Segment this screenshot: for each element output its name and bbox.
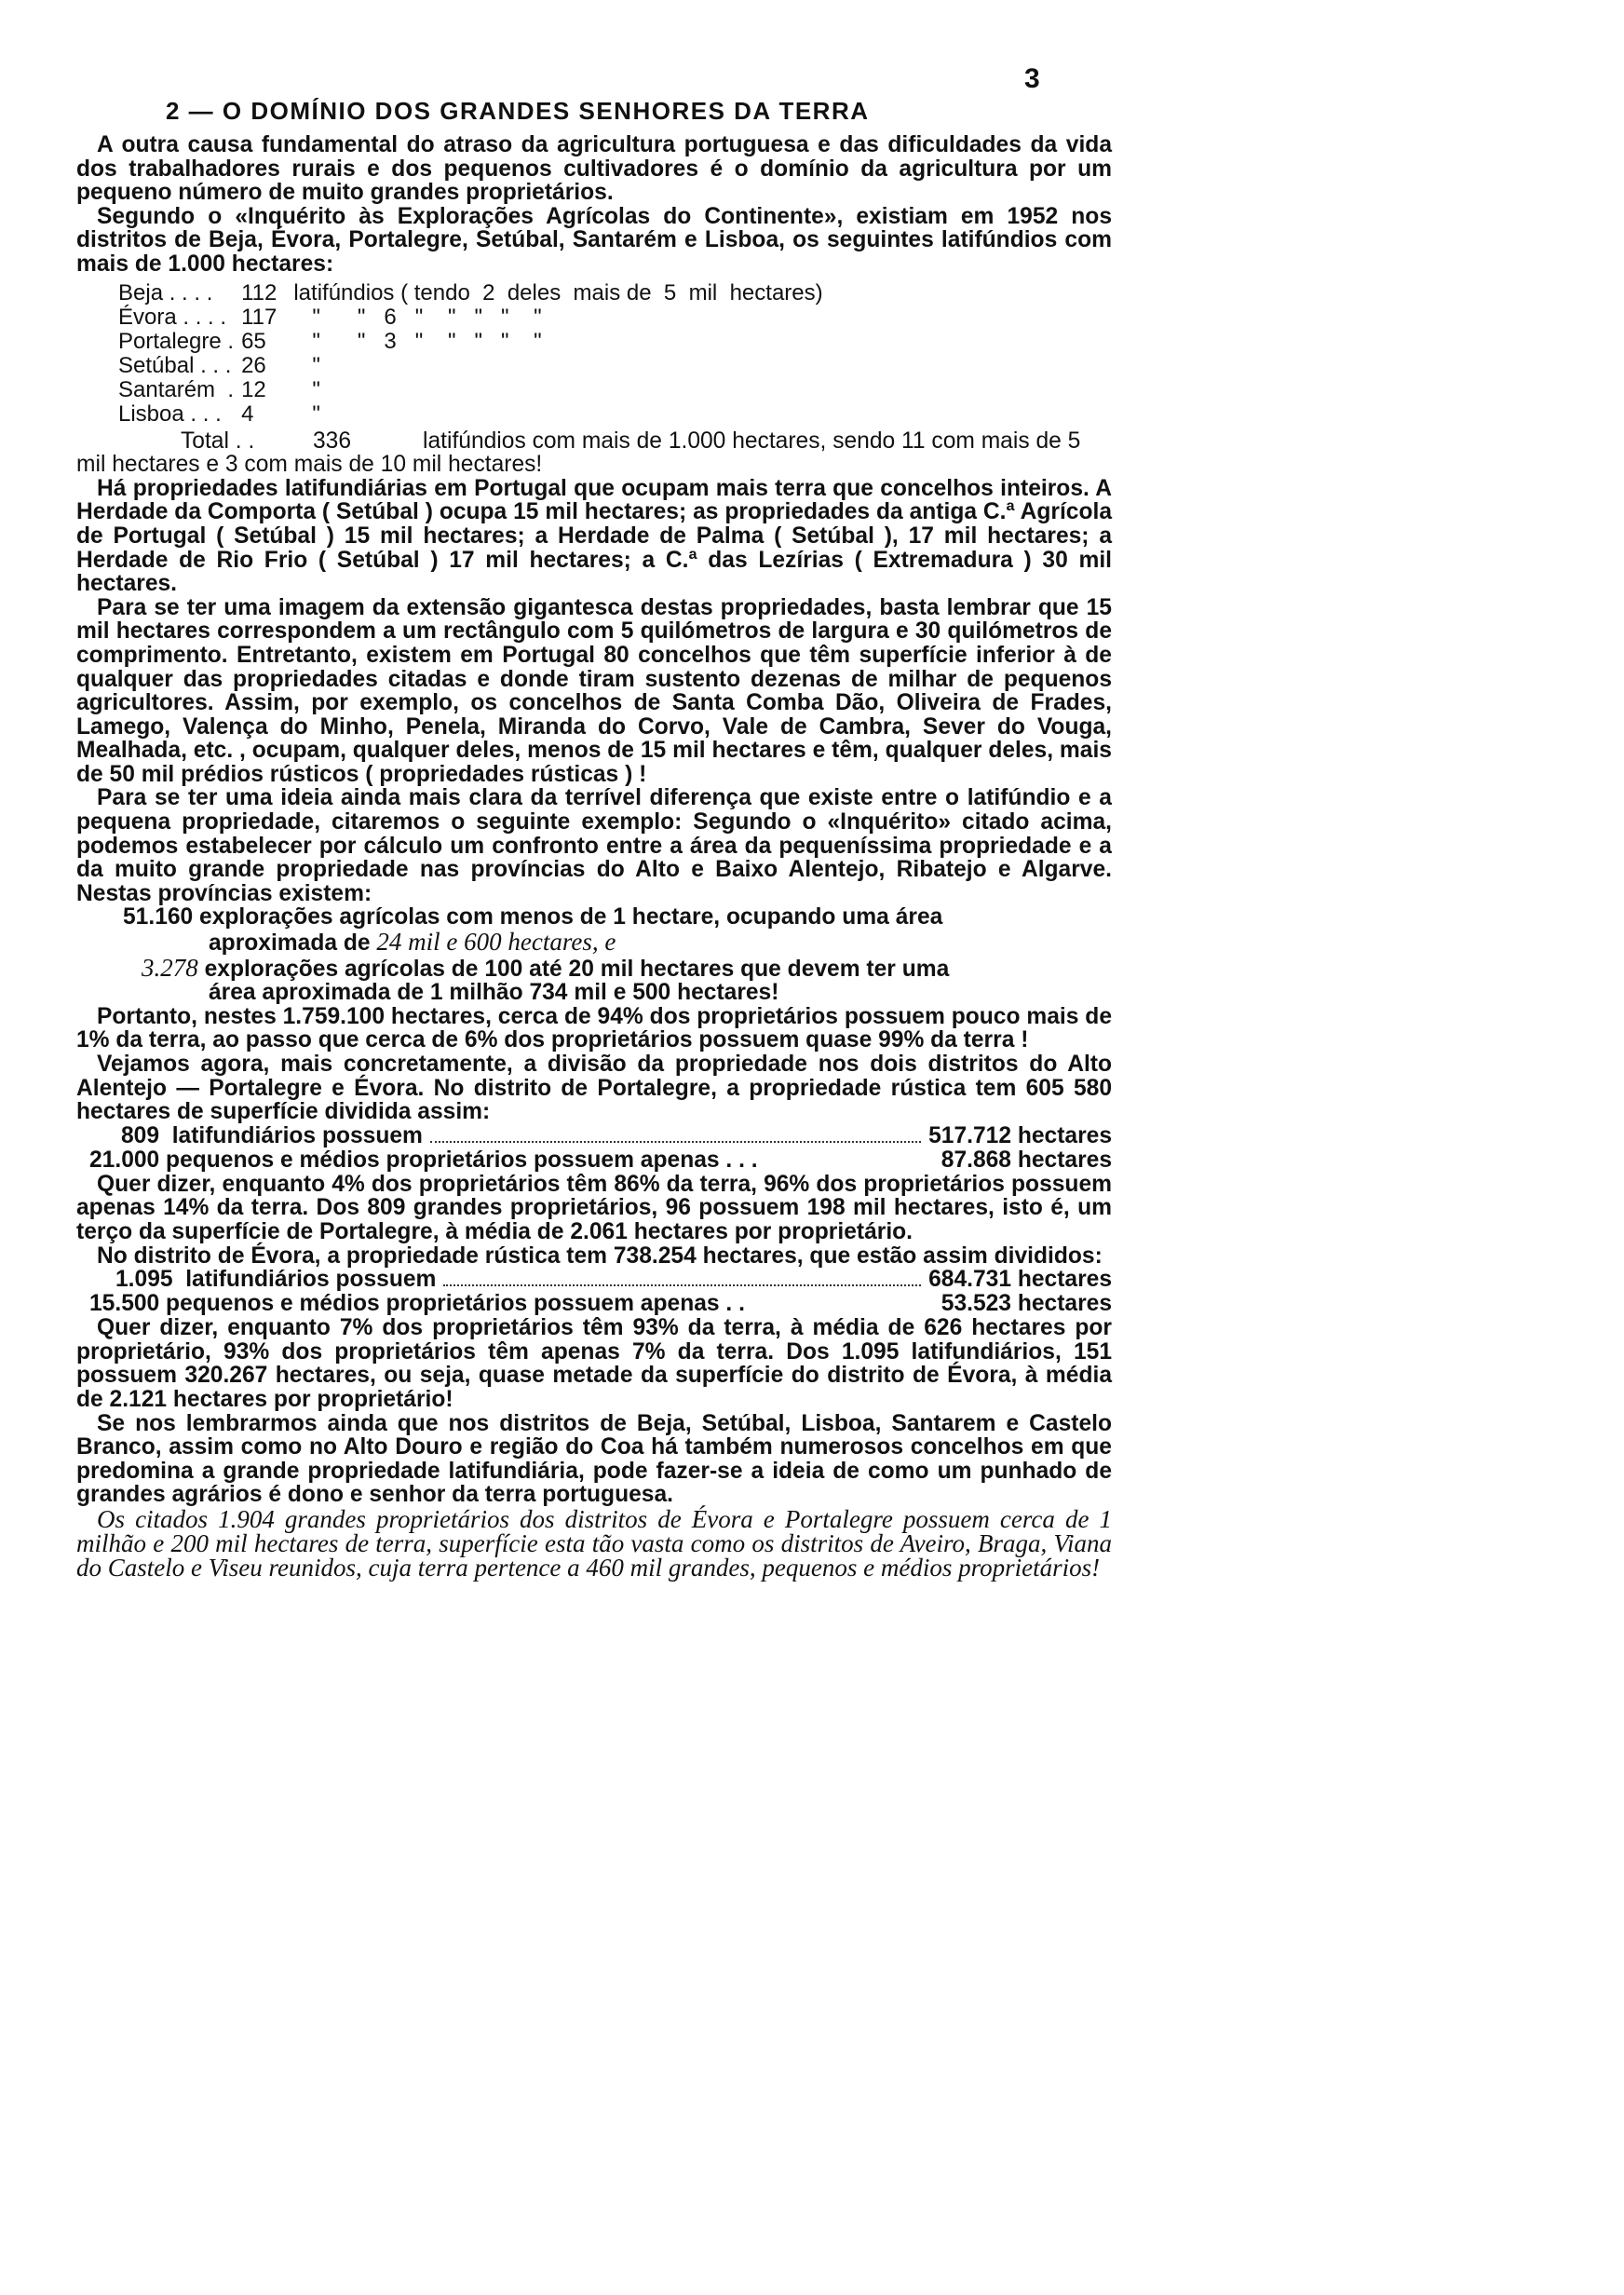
district-count: 26 xyxy=(241,352,266,378)
paragraph-12-italic: Os citados 1.904 grandes proprietários dos distritos de Évora e Portalegre possuem cerca de 1 milhão e 200 mil hectares de terra, superfície esta tão vasta como os distritos de Aveiro, Braga, Viana do Castelo e Viseu reunidos, cuja terra pertence a 460 mil grandes, pequenos e médios proprietários! xyxy=(76,1504,1112,1582)
document-body xyxy=(76,133,1112,1580)
paragraph-7: Vejamos agora, mais concretamente, a divisão da propriedade nos dois distritos do Alto Alentejo — Portalegre e Évora. No distrito de Portalegre, a propriedade rústica tem 605 580 hectares de superfície dividida assim: xyxy=(76,1052,1112,1125)
explorations-text: aproximada de xyxy=(209,930,377,957)
explorations-line-1: 51.160 explorações agrícolas com menos de 1 hectare, ocupando uma área xyxy=(123,904,943,930)
paragraph-8: Quer dizer, enquanto 4% dos proprietários têm 86% da terra, 96% dos proprietários possuem apenas 14% da terra. Dos 809 grandes proprietários, 96 possuem 198 mil hectares, isto é, um terço da superfície de Portalegre, à média de 2.061 hectares por proprietário. xyxy=(76,1171,1112,1244)
explorations-line-3 xyxy=(76,953,1112,982)
district-desc: " " 6 " " " " " xyxy=(293,304,542,330)
explorations-line-4: área aproximada de 1 milhão 734 mil e 500 hectares! xyxy=(209,980,779,1006)
explorations-text: explorações agrícolas de 100 até 20 mil hectares que devem ter uma xyxy=(197,956,950,982)
row-label: 21.000 pequenos e médios proprietários possuem apenas . . . xyxy=(89,1147,758,1173)
paragraph-4: Para se ter uma imagem da extensão gigantesca destas propriedades, basta lembrar que 15 mil hectares correspondem a um rectângulo com 5 quilómetros de largura e 30 quilómetros de comprimento. Entretanto, existem em Portugal 80 concelhos que têm superfície inferior à de qualquer das propriedades citadas e donde tiram sustento dezenas de milhar de pequenos agricultores. Assim, por exemplo, os concelhos de Santa Comba Dão, Oliveira de Frades, Lamego, Valença do Minho, Penela, Miranda do Corvo, Vale de Cambra, Sever do Vouga, Mealhada, etc. , ocupam, qualquer deles, menos de 15 mil hectares e têm, qualquer deles, mais de 50 mil prédios rústicos ( propriedades rústicas ) ! xyxy=(76,594,1112,787)
row-value: 517.712 hectares xyxy=(928,1122,1112,1148)
portalegre-row-2 xyxy=(76,1148,1112,1173)
portalegre-row-1 xyxy=(76,1124,1112,1148)
district-desc: " xyxy=(293,401,320,427)
table-row xyxy=(118,402,831,427)
row-value: 87.868 hectares xyxy=(941,1147,1112,1173)
district-desc: " " 3 " " " " " xyxy=(293,328,542,354)
section-title: 2 — O DOMÍNIO DOS GRANDES SENHORES DA TERRA xyxy=(166,97,870,125)
row-label: 15.500 pequenos e médios proprietários possuem apenas . . xyxy=(89,1291,745,1317)
paragraph-3: Há propriedades latifundiárias em Portugal que ocupam mais terra que concelhos inteiros. A Herdade da Comporta ( Setúbal ) ocupa 15 mil hectares; as propriedades da antiga C.ª Agrícola de Portugal ( Setúbal ) 15 mil hectares; a Herdade de Palma ( Setúbal ), 17 mil hectares; a Herdade de Rio Frio ( Setúbal ) 17 mil hectares; a C.ª das Lezírias ( Extremadura ) 30 mil hectares. xyxy=(76,475,1112,597)
table-row xyxy=(118,354,831,378)
district-name: Lisboa . . . xyxy=(118,401,222,427)
latifundios-table xyxy=(118,281,831,427)
table-row xyxy=(118,330,831,354)
total-label: Total . . xyxy=(181,428,255,454)
explorations-line-2 xyxy=(76,930,1112,956)
district-name: Évora . . . . xyxy=(118,304,227,330)
explorations-text-italic: 24 mil e 600 hectares, e xyxy=(376,928,616,957)
district-name: Santarém . xyxy=(118,376,235,402)
evora-row-1 xyxy=(76,1268,1112,1292)
district-name: Portalegre . xyxy=(118,328,235,354)
district-count: 12 xyxy=(241,376,266,402)
paragraph-1: A outra causa fundamental do atraso da agricultura portuguesa e das dificuldades da vida dos trabalhadores rurais e dos pequenos cultivadores é o domínio da agricultura por um pequeno número de muito grandes proprietários. xyxy=(76,132,1112,206)
district-desc: " xyxy=(293,352,320,378)
district-count: 117 xyxy=(241,304,277,330)
district-name: Beja . . . . xyxy=(118,279,213,306)
district-count: 4 xyxy=(241,401,254,427)
row-value: 53.523 hectares xyxy=(941,1291,1112,1317)
leader-dots xyxy=(443,1284,921,1286)
row-value: 684.731 hectares xyxy=(928,1267,1112,1293)
district-count: 65 xyxy=(241,328,266,354)
total-line xyxy=(76,429,1112,477)
paragraph-10: Quer dizer, enquanto 7% dos proprietários têm 93% da terra, à média de 626 hectares por proprietário, 93% dos proprietários têm apenas 7% da terra. Dos 1.095 latifundiários, 151 possuem 320.267 hectares, ou seja, quase metade da superfície do distrito de Évora, à média de 2.121 hectares por proprietário! xyxy=(76,1315,1112,1412)
district-name: Setúbal . . . xyxy=(118,352,232,378)
table-row xyxy=(118,306,831,330)
total-text: latifúndios com mais de 1.000 hectares, sendo 11 com mais de 5 mil hectares e 3 com mais de 10 mil hectares! xyxy=(76,428,1081,478)
page-number: 3 xyxy=(1024,63,1040,94)
table-row xyxy=(118,281,831,306)
evora-row-2 xyxy=(76,1292,1112,1316)
paragraph-6: Portanto, nestes 1.759.100 hectares, cerca de 94% dos proprietários possuem pouco mais de 1% da terra, ao passo que cerca de 6% dos proprietários possuem quase 99% da terra ! xyxy=(76,1003,1112,1053)
district-count: 112 xyxy=(241,279,277,306)
paragraph-9: No distrito de Évora, a propriedade rústica tem 738.254 hectares, que estão assim divididos: xyxy=(97,1243,1103,1269)
table-row xyxy=(118,378,831,402)
explorations-block xyxy=(76,905,1112,1004)
row-label: 1.095 latifundiários possuem xyxy=(115,1267,437,1293)
district-desc: latifúndios ( tendo 2 deles mais de 5 mil hectares) xyxy=(293,279,823,306)
row-label: 809 latifundiários possuem xyxy=(121,1122,423,1148)
leader-dots xyxy=(430,1141,921,1143)
total-value: 336 xyxy=(313,428,352,454)
district-desc: " xyxy=(293,376,320,402)
paragraph-2: Segundo o «Inquérito às Explorações Agrícolas do Continente», existiam em 1952 nos distritos de Beja, Évora, Portalegre, Setúbal, Santarém e Lisboa, os seguintes latifúndios com mais de 1.000 hectares: xyxy=(76,203,1112,277)
explorations-text-italic: 3.278 xyxy=(142,953,198,982)
paragraph-5: Para se ter uma ideia ainda mais clara da terrível diferença que existe entre o latifúndio e a pequena propriedade, citaremos o seguinte exemplo: Segundo o «Inquérito» citado acima, podemos estabelecer por cálculo um confronto entre a área da pequeníssima propriedade e a da muito grande propriedade nas províncias do Alto e Baixo Alentejo, Ribatejo e Algarve. Nestas províncias existem: xyxy=(76,785,1112,906)
paragraph-11: Se nos lembrarmos ainda que nos distritos de Beja, Setúbal, Lisboa, Santarem e Castelo Branco, assim como no Alto Douro e região do Coa há também numerosos concelhos em que predomina a grande propriedade latifundiária, pode fazer-se a ideia de como um punhado de grandes agrários é dono e senhor da terra portuguesa. xyxy=(76,1410,1112,1508)
